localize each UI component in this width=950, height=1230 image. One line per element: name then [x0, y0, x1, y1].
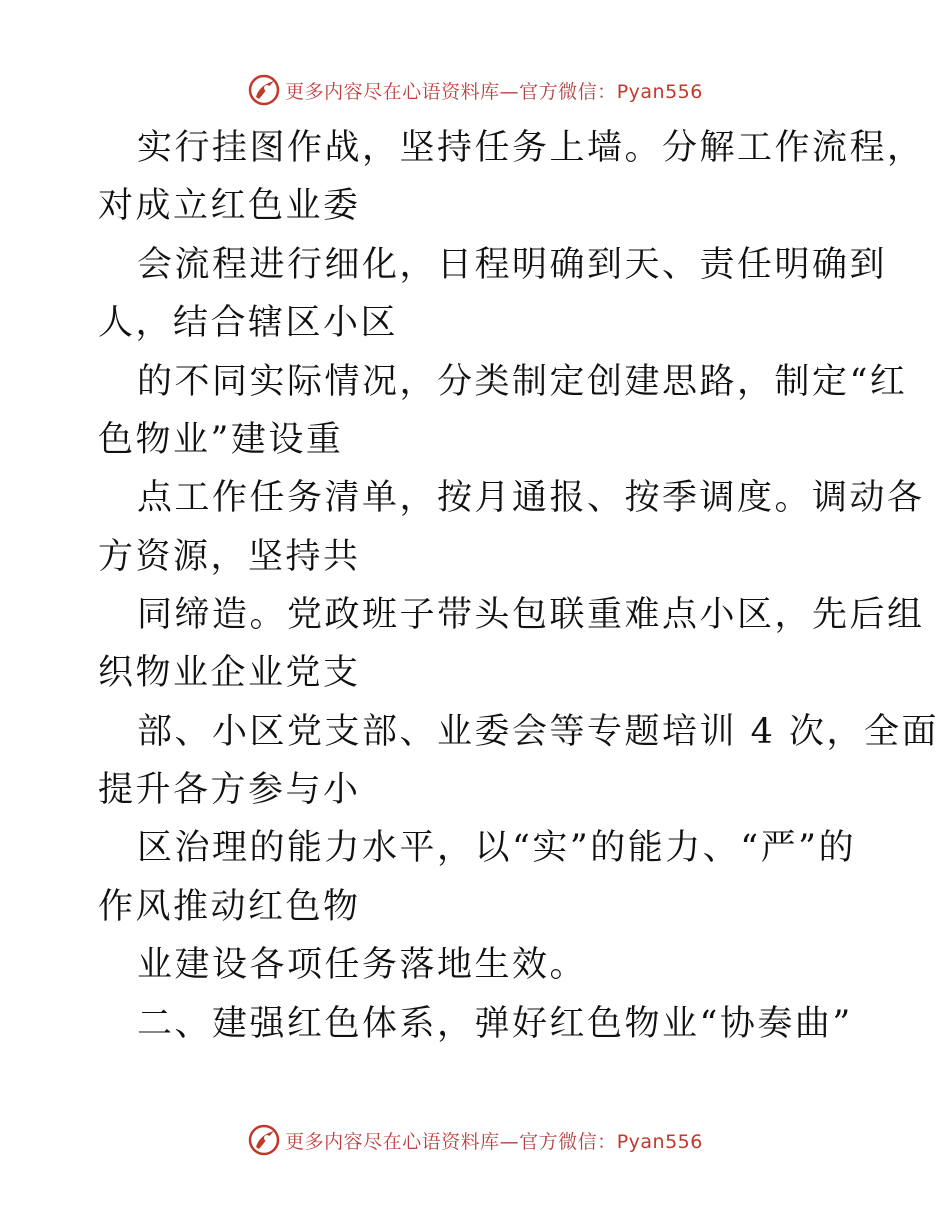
watermark-separator: —官方微信： — [499, 80, 617, 103]
watermark-main: 更多内容尽在心语资料库 — [285, 1130, 500, 1153]
footer-watermark — [0, 1120, 950, 1160]
body-line: 点工作任务清单，按月通报、按季调度。调动各 — [137, 478, 925, 518]
watermark-text — [285, 1127, 703, 1154]
body-line: 提升各方参与小 — [98, 770, 361, 810]
body-line: 对成立红色业委 — [98, 186, 361, 226]
body-line: 色物业”建设重 — [98, 420, 344, 460]
body-line: 方资源，坚持共 — [98, 537, 361, 577]
section-heading: 二、建强红色体系，弹好红色物业“协奏曲” — [137, 1004, 853, 1044]
watermark-wechat-id: Pyan556 — [616, 1130, 703, 1153]
body-line: 作风推动红色物 — [98, 887, 361, 927]
body-line: 织物业企业党支 — [98, 653, 361, 693]
body-line: 区治理的能力水平，以“实”的能力、“严”的 — [137, 828, 857, 868]
body-line: 的不同实际情况，分类制定创建思路，制定“红 — [137, 362, 908, 402]
body-line: 部、小区党支部、业委会等专题培训 4 次，全面 — [137, 712, 940, 752]
body-line: 人，结合辖区小区 — [98, 303, 399, 343]
body-line: 业建设各项任务落地生效。 — [137, 945, 588, 985]
body-line: 同缔造。党政班子带头包联重难点小区，先后组 — [137, 595, 925, 635]
body-line: 会流程进行细化，日程明确到天、责任明确到 — [137, 245, 888, 285]
watermark-separator: —官方微信： — [499, 1130, 617, 1153]
watermark-wechat-id: Pyan556 — [616, 80, 703, 103]
watermark-main: 更多内容尽在心语资料库 — [285, 80, 500, 103]
body-line: 实行挂图作战，坚持任务上墙。分解工作流程， — [137, 128, 925, 168]
brand-logo-icon — [247, 1123, 281, 1157]
